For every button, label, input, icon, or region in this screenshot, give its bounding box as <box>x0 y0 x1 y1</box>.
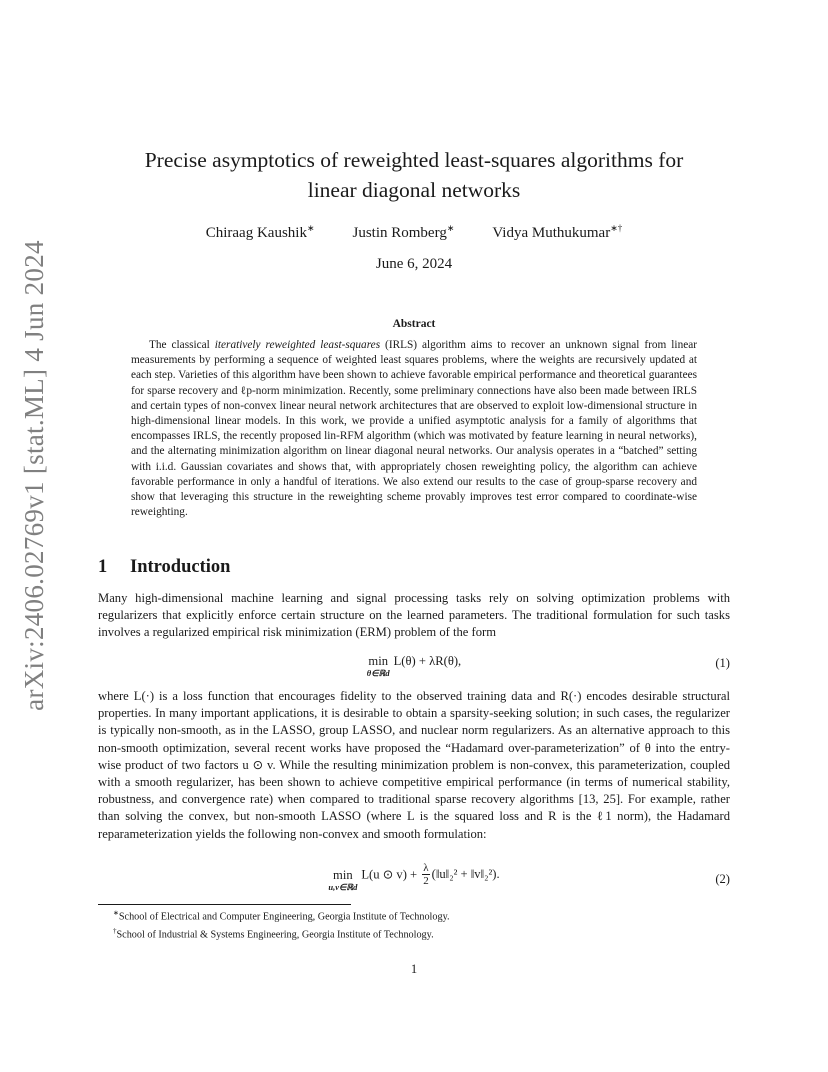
author-name: Vidya Muthukumar <box>492 225 611 241</box>
section-number: 1 <box>98 557 108 577</box>
fraction-numerator: λ <box>423 862 429 874</box>
abstract-emphasis: iteratively reweighted least-squares <box>214 339 381 351</box>
affiliation-mark: ∗† <box>610 223 623 233</box>
affiliation-mark: ∗ <box>446 223 455 233</box>
op-text: min <box>333 868 353 882</box>
abstract-text <box>131 338 697 520</box>
equation-expression: (‖u‖₂² + ‖v‖₂²). <box>431 867 500 881</box>
equation-2 <box>98 862 730 902</box>
title-line: linear diagonal networks <box>307 178 521 202</box>
paragraph: where L(·) is a loss function that encourages fidelity to the observed training data and R(·) encodes desirable structural properties. In many important applications, it is desirable to obtain a sparsity-seeking solution; in such cases, the regularizer is typically non-smooth, as in the LASSO, group LASSO, and nuclear norm regularizers. As an alternative approach to this non-smooth optimization, several recent works have proposed the “Hadamard over-parameterization” of θ into the entry-wise product of two factors u ⊙ v. While the resulting minimization problem is non-convex, this parameterization, coupled with a smooth regularizer, has been shown to achieve competitive empirical performance (in terms of numerical stability, robustness, and convergence rate) when compared to traditional sparse recovery algorithms [13, 25]. For example, rather than solving the convex, but non-smooth LASSO (where L is the squared loss and R is the ℓ1 norm), the Hadamard reparameterization yields the following non-convex and smooth formulation: <box>98 689 730 841</box>
footnotes <box>113 906 713 943</box>
min-operator <box>328 868 357 892</box>
section-title: Introduction <box>130 557 231 577</box>
footnote-text: School of Electrical and Computer Engineering, Georgia Institute of Technology. <box>118 911 450 923</box>
affiliation-mark: ∗ <box>306 223 315 233</box>
footnote-text: School of Industrial & Systems Engineering, Georgia Institute of Technology. <box>116 929 434 941</box>
fraction <box>422 862 429 887</box>
op-text: min <box>368 654 388 668</box>
author-name: Justin Romberg <box>352 225 447 241</box>
abstract-heading: Abstract <box>392 318 436 330</box>
footnote <box>113 924 713 942</box>
footnote <box>113 906 713 924</box>
page-number: 1 <box>410 962 418 976</box>
min-operator <box>367 654 390 678</box>
footnote-mark: ∗ <box>113 909 119 917</box>
abstract-lead: The classical <box>149 339 215 351</box>
arxiv-identifier: arXiv:2406.02769v1 [stat.ML] 4 Jun 2024 <box>18 239 49 711</box>
equation-body <box>98 862 730 892</box>
footnote-rule <box>98 904 351 905</box>
equation-expression: L(θ) + λR(θ), <box>393 654 462 668</box>
op-subscript: u,v∈ℝd <box>328 882 358 892</box>
equation-1 <box>98 654 730 684</box>
footnote-mark: † <box>113 927 117 936</box>
paper-title <box>98 145 730 205</box>
op-subscript: θ∈ℝd <box>366 668 390 678</box>
equation-body <box>98 654 730 678</box>
fraction-denominator: 2 <box>423 875 429 887</box>
author <box>492 223 622 242</box>
equation-expression: L(u ⊙ v) + <box>361 867 418 882</box>
author <box>206 223 315 242</box>
abstract-body: (IRLS) algorithm aims to recover an unknown signal from linear measurements by performing a sequence of weighted least squares problems, where the weights are recursively updated at each step. Varieties of this algorithm have been shown to achieve favorable empirical performance and theoretical guarantees for sparse recovery and ℓp-norm minimization. Recently, some preliminary connections have also been made between IRLS and certain types of non-convex linear neural network architectures that are observed to exploit low-dimensional structure in high-dimensional linear models. In this work, we provide a unified asymptotic analysis for a family of algorithms that encompasses IRLS, the recently proposed lin-RFM algorithm (which was motivated by feature learning in neural networks), and the alternating minimization algorithm on linear diagonal neural networks. Our analysis operates in a “batched” setting with i.i.d. Gaussian covariates and shows that, with appropriately chosen reweighting policy, the algorithm can achieve favorable performance in only a handful of iterations. We also extend our results to the case of group-sparse recovery and show that leveraging this structure in the reweighting scheme provably improves test error compared to coordinate-wise reweighting. <box>131 339 698 519</box>
publication-date: June 6, 2024 <box>375 256 453 272</box>
equation-number: (1) <box>715 656 730 670</box>
author-name: Chiraag Kaushik <box>205 225 307 241</box>
author-list <box>98 223 730 242</box>
title-line: Precise asymptotics of reweighted least-squares algorithms for <box>144 148 684 172</box>
section-heading <box>98 557 230 578</box>
equation-number: (2) <box>715 872 730 886</box>
author <box>353 223 455 242</box>
arxiv-side-stamp <box>14 239 54 711</box>
paragraph: Many high-dimensional machine learning and signal processing tasks rely on solving optimization problems with regularizers that explicitly enforce certain structure on the learned parameters. The traditional formulation for such tasks involves a regularized empirical risk minimization (ERM) problem of the form <box>98 591 730 640</box>
